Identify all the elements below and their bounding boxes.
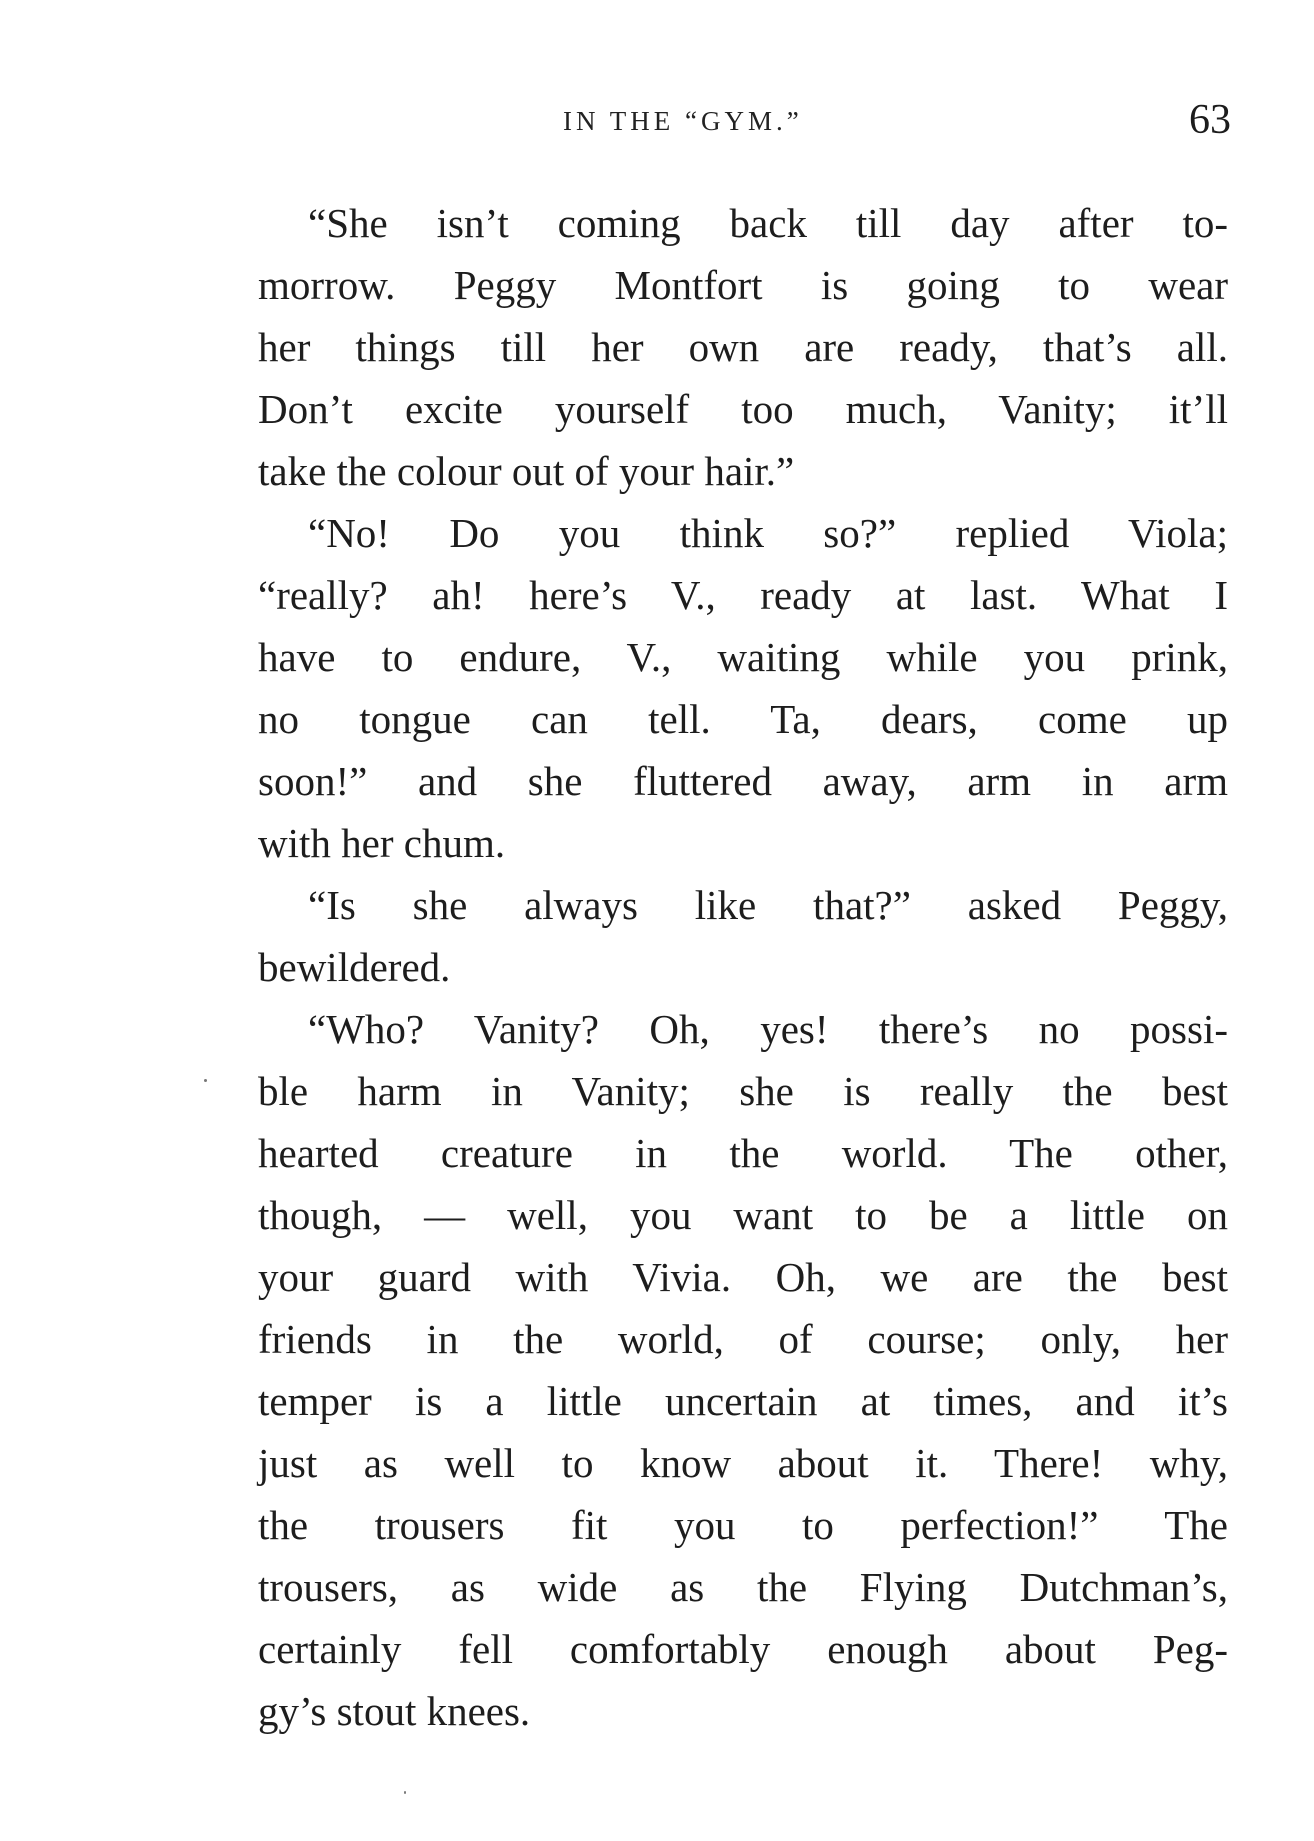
- text-line: Don’t excite yourself too much, Vanity; it’ll: [258, 386, 1228, 432]
- text-line: just as well to know about it. There! why,: [258, 1440, 1228, 1486]
- body-text: [258, 192, 1228, 1742]
- text-line: certainly fell comfortably enough about Peg-: [258, 1626, 1228, 1672]
- page-number: 63: [1189, 97, 1231, 143]
- text-line: “really? ah! here’s V., ready at last. What I: [258, 572, 1228, 618]
- text-line: “She isn’t coming back till day after to-: [308, 200, 1228, 246]
- text-line: “Is she always like that?” asked Peggy,: [308, 882, 1228, 928]
- text-line: soon!” and she fluttered away, arm in arm: [258, 758, 1228, 804]
- text-line: take the colour out of your hair.”: [258, 448, 795, 494]
- text-line: “No! Do you think so?” replied Viola;: [308, 510, 1228, 556]
- text-line: hearted creature in the world. The other,: [258, 1130, 1228, 1176]
- running-header: [0, 96, 1314, 156]
- text-line: have to endure, V., waiting while you prink,: [258, 634, 1228, 680]
- text-line: your guard with Vivia. Oh, we are the best: [258, 1254, 1228, 1300]
- text-line: trousers, as wide as the Flying Dutchman’s,: [258, 1564, 1228, 1610]
- text-line: the trousers fit you to perfection!” The: [258, 1502, 1228, 1548]
- text-line: gy’s stout knees.: [258, 1688, 531, 1734]
- text-line: “Who? Vanity? Oh, yes! there’s no possi-: [308, 1006, 1228, 1052]
- text-line: no tongue can tell. Ta, dears, come up: [258, 696, 1228, 742]
- paper-speck: [404, 1791, 406, 1794]
- chapter-header-title: IN THE “GYM.”: [563, 106, 803, 136]
- text-line: morrow. Peggy Montfort is going to wear: [258, 262, 1228, 308]
- paper-speck: [204, 1079, 207, 1082]
- text-line: bewildered.: [258, 944, 451, 990]
- text-line: with her chum.: [258, 820, 506, 866]
- text-line: friends in the world, of course; only, her: [258, 1316, 1228, 1362]
- text-line: ble harm in Vanity; she is really the best: [258, 1068, 1228, 1114]
- text-line: though, — well, you want to be a little on: [258, 1192, 1228, 1238]
- text-line: her things till her own are ready, that’s all.: [258, 324, 1228, 370]
- text-line: temper is a little uncertain at times, and it’s: [258, 1378, 1228, 1424]
